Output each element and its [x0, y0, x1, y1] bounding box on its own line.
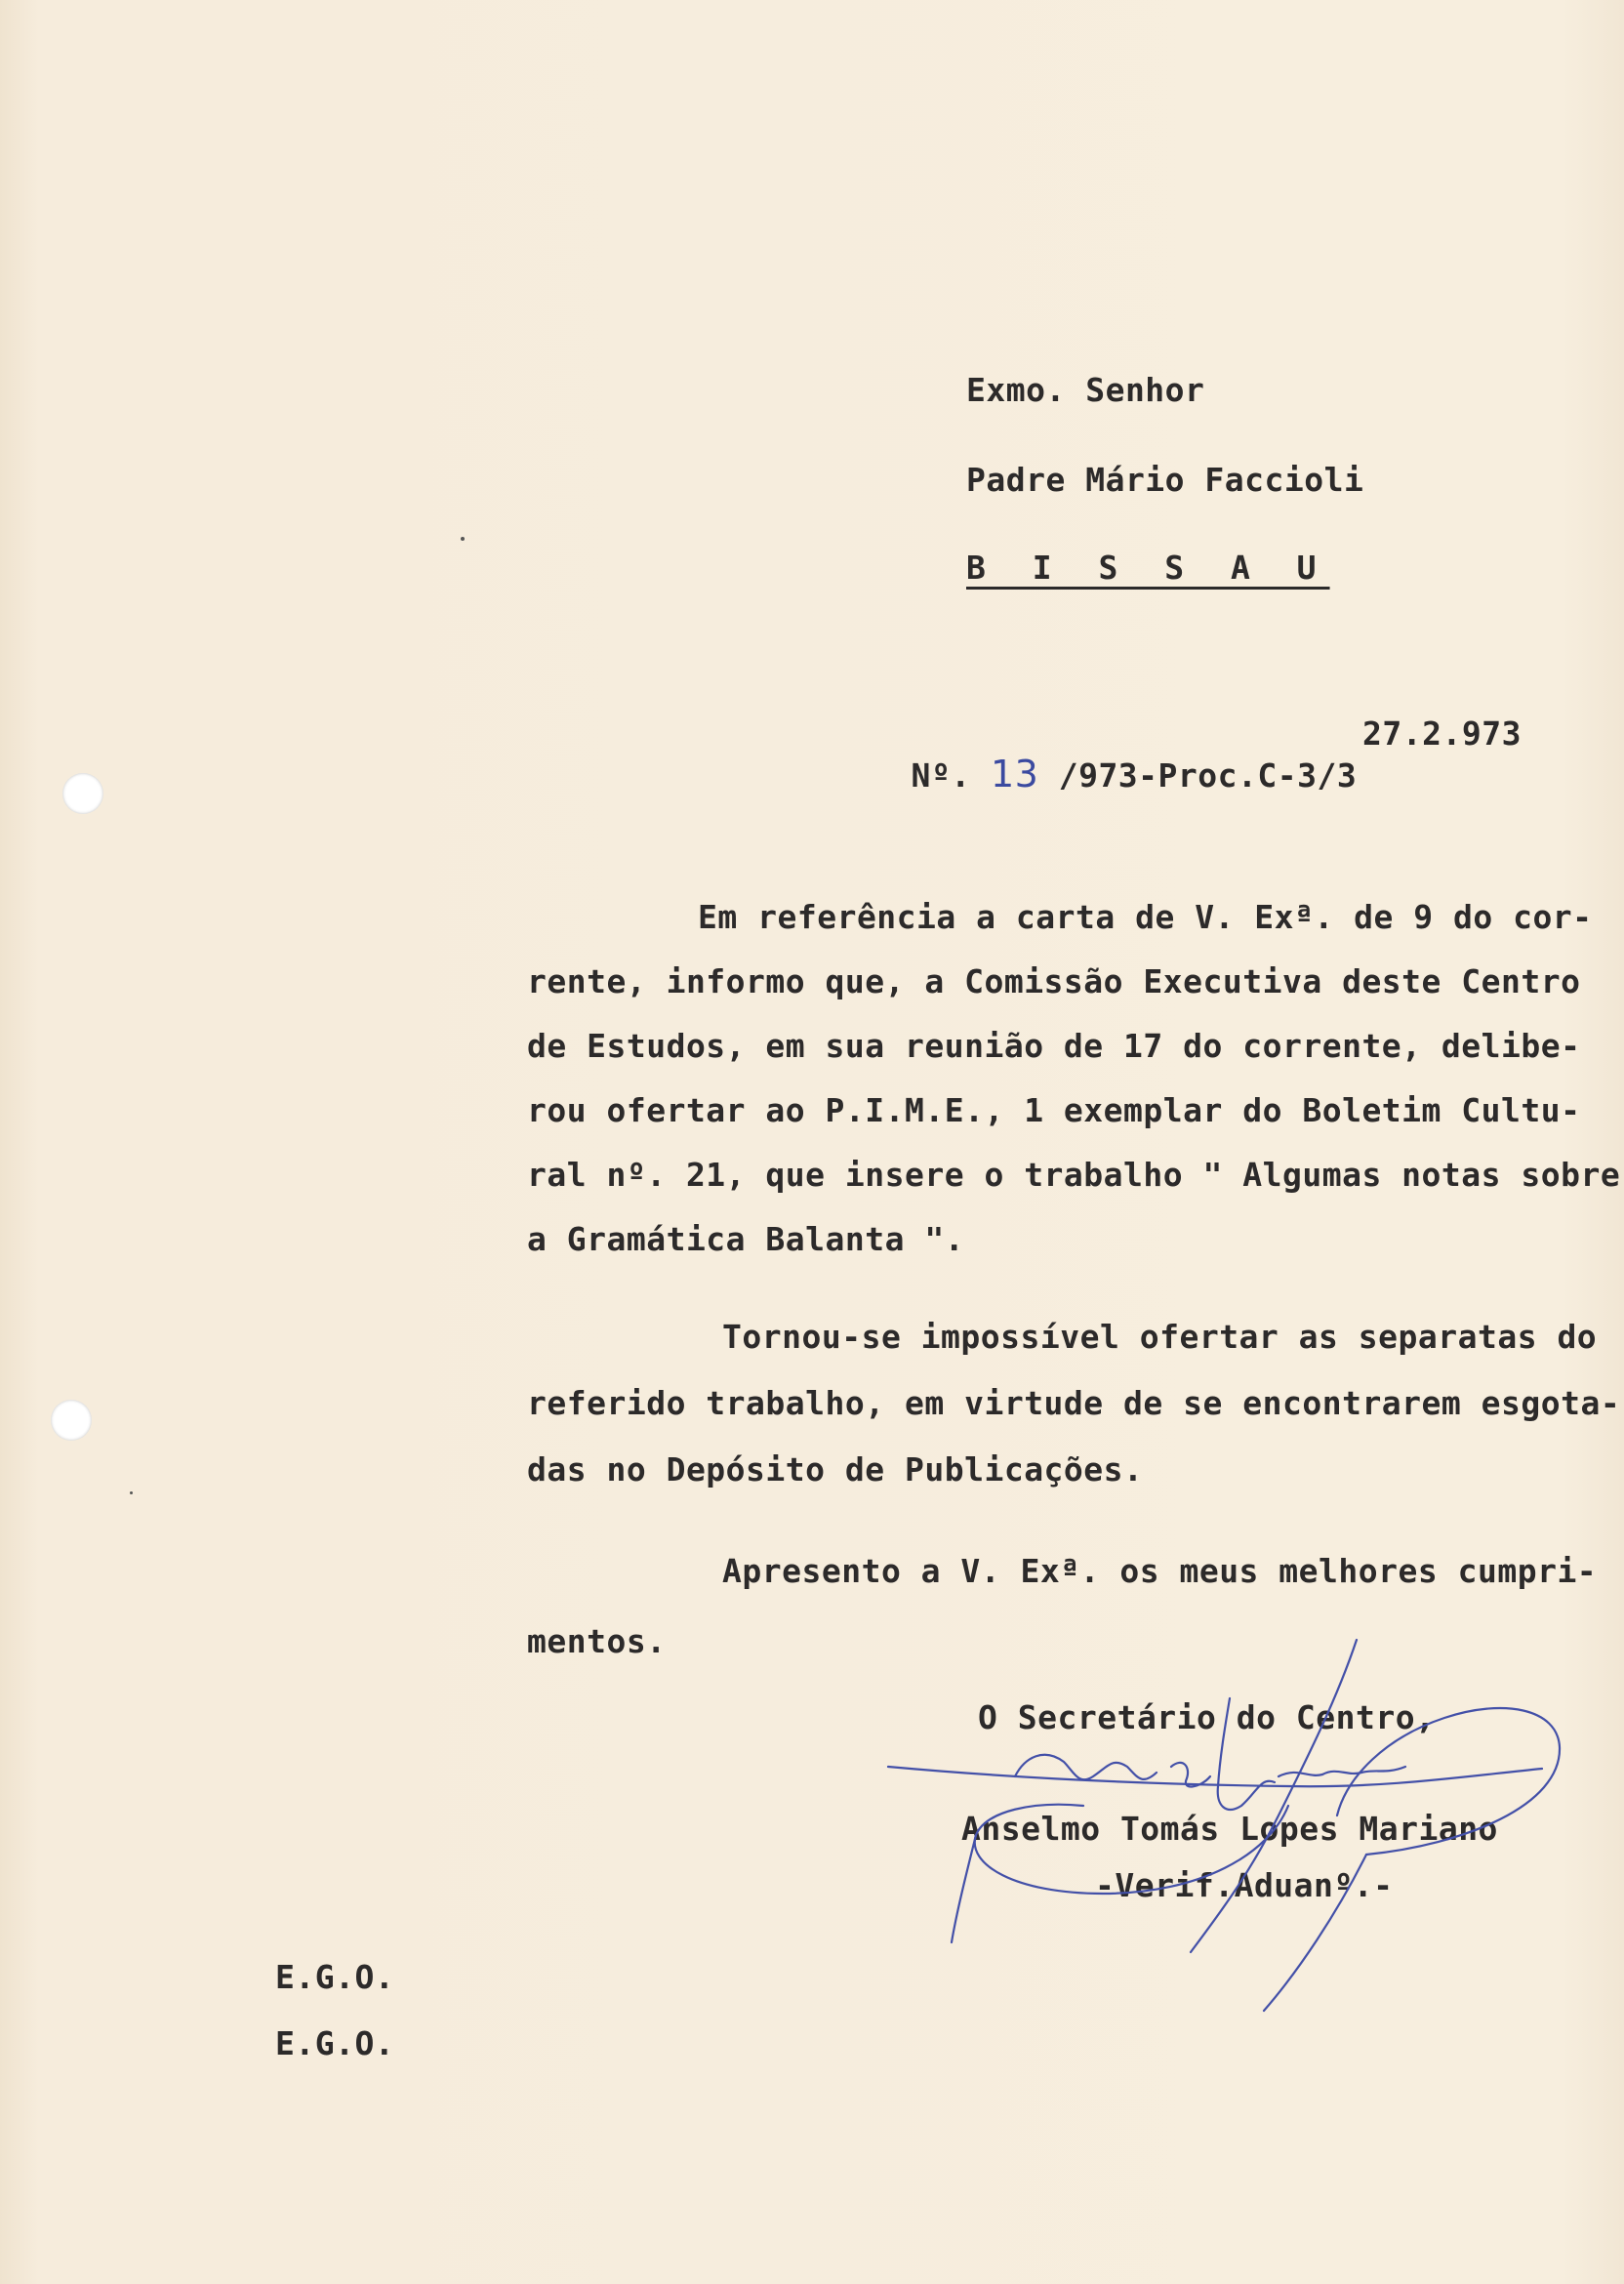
- reference-rest: /973-Proc.C-3/3: [1058, 756, 1358, 795]
- reference-handwritten-number: 13: [990, 753, 1039, 795]
- punch-hole: [62, 773, 103, 814]
- paper-speck: [461, 537, 465, 541]
- reference-date: 27.2.973: [1362, 714, 1522, 753]
- paragraph-line: rou ofertar ao P.I.M.E., 1 exemplar do Boletim Cultu-: [527, 1091, 1581, 1129]
- paragraph-line: rente, informo que, a Comissão Executiva deste Centro: [527, 962, 1581, 1000]
- address-name: Padre Mário Faccioli: [966, 461, 1364, 499]
- signature-title: O Secretário do Centro,: [978, 1698, 1436, 1736]
- reference-line: [832, 714, 1357, 834]
- paragraph-line: Tornou-se impossível ofertar as separatas do: [722, 1318, 1598, 1356]
- footer-line: E.G.O.: [275, 1958, 395, 1996]
- handwritten-signature: [878, 1620, 1581, 2020]
- reference-prefix: Nº.: [911, 756, 971, 795]
- address-salutation: Exmo. Senhor: [966, 371, 1205, 409]
- paper-speck: [130, 1491, 133, 1494]
- paragraph-line: a Gramática Balanta ".: [527, 1220, 965, 1258]
- paragraph-line: das no Depósito de Publicações.: [527, 1450, 1144, 1489]
- punch-hole: [51, 1400, 92, 1441]
- signature-role: -Verif.Aduanº.-: [1095, 1866, 1394, 1904]
- address-city: B I S S A U: [966, 549, 1330, 587]
- signature-name: Anselmo Tomás Lopes Mariano: [961, 1810, 1498, 1848]
- paragraph-line: ral nº. 21, que insere o trabalho " Algumas notas sobre: [527, 1156, 1621, 1194]
- paragraph-line: Apresento a V. Exª. os meus melhores cumpri-: [722, 1552, 1598, 1590]
- paragraph-line: referido trabalho, em virtude de se encontrarem esgota-: [527, 1384, 1621, 1422]
- paragraph-line: Em referência a carta de V. Exª. de 9 do cor-: [698, 898, 1593, 936]
- footer-line: E.G.O.: [275, 2024, 395, 2062]
- paragraph-line: de Estudos, em sua reunião de 17 do corrente, delibe-: [527, 1027, 1581, 1065]
- paragraph-line: mentos.: [527, 1622, 667, 1660]
